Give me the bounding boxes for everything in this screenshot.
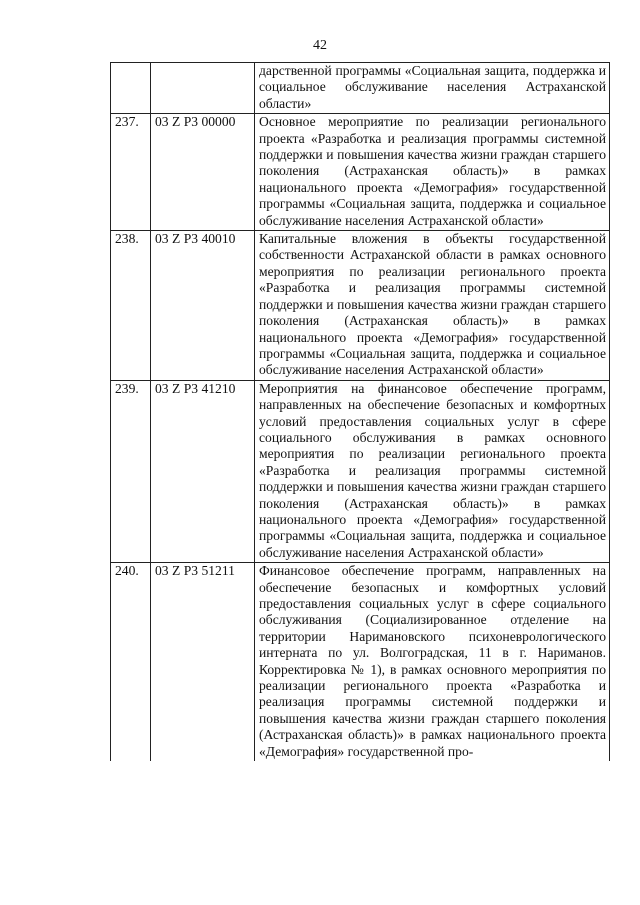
table-row: [111, 231, 610, 381]
classification-code-cell: 03 Z P3 40010: [151, 231, 255, 381]
classification-code-cell: 03 Z P3 51211: [151, 563, 255, 761]
table-row: [111, 114, 610, 231]
description-cell: Мероприятия на финансовое обеспечение программ, направленных на обеспечение безопасных и комфортных условий предоставления социальных услуг в сфере социального обслуживания в рамках основного мероприятия по реализации регионального проекта «Разработка и реализация программы системной поддержки и повышения качества жизни граждан старшего поколения (Астраханская область)» в рамках национального проекта «Демография» государственной программы «Социальная защита, поддержка и социальное обслуживание населения Астраханской области»: [255, 380, 610, 562]
page-number: 42: [313, 38, 327, 53]
row-number-cell: 240.: [111, 563, 151, 761]
description-cell: Капитальные вложения в объекты государственной собственности Астраханской области в рамках основного мероприятия по реализации регионального проекта «Разработка и реализация программы системной поддержки и повышения качества жизни граждан старшего поколения (Астраханская область)» в рамках национального проекта «Демография» государственной программы «Социальная защита, поддержка и социальное обслуживание населения Астраханской области»: [255, 231, 610, 381]
description-cell: дарственной программы «Социальная защита, поддержка и социальное обслуживание населения Астраханской области»: [255, 63, 610, 114]
table-row: [111, 563, 610, 761]
table-row: [111, 380, 610, 562]
classification-code-cell: 03 Z P3 00000: [151, 114, 255, 231]
classification-code-cell: 03 Z P3 41210: [151, 380, 255, 562]
row-number-cell: 237.: [111, 114, 151, 231]
row-number-cell: [111, 63, 151, 114]
description-cell: Финансовое обеспечение программ, направленных на обеспечение безопасных и комфортных условий предоставления социальных услуг в сфере социального обслуживания (Социализированное отделение на территории Наримановского психоневрологического интерната по ул. Волгоградская, 11 в г. Нариманов. Корректировка № 1), в рамках основного мероприятия по реализации регионального проекта «Разработка и реализация программы системной поддержки и повышения качества жизни граждан старшего поколения (Астраханская область)» в рамках национального проекта «Демография» государственной про-: [255, 563, 610, 761]
row-number-cell: 239.: [111, 380, 151, 562]
table-row: [111, 63, 610, 114]
row-number-cell: 238.: [111, 231, 151, 381]
description-cell: Основное мероприятие по реализации регионального проекта «Разработка и реализация программы системной поддержки и повышения качества жизни граждан старшего поколения (Астраханская область)» в рамках национального проекта «Демография» государственной программы «Социальная защита, поддержка и социальное обслуживание населения Астраханской области»: [255, 114, 610, 231]
classification-code-cell: [151, 63, 255, 114]
budget-classification-table: [110, 62, 610, 761]
